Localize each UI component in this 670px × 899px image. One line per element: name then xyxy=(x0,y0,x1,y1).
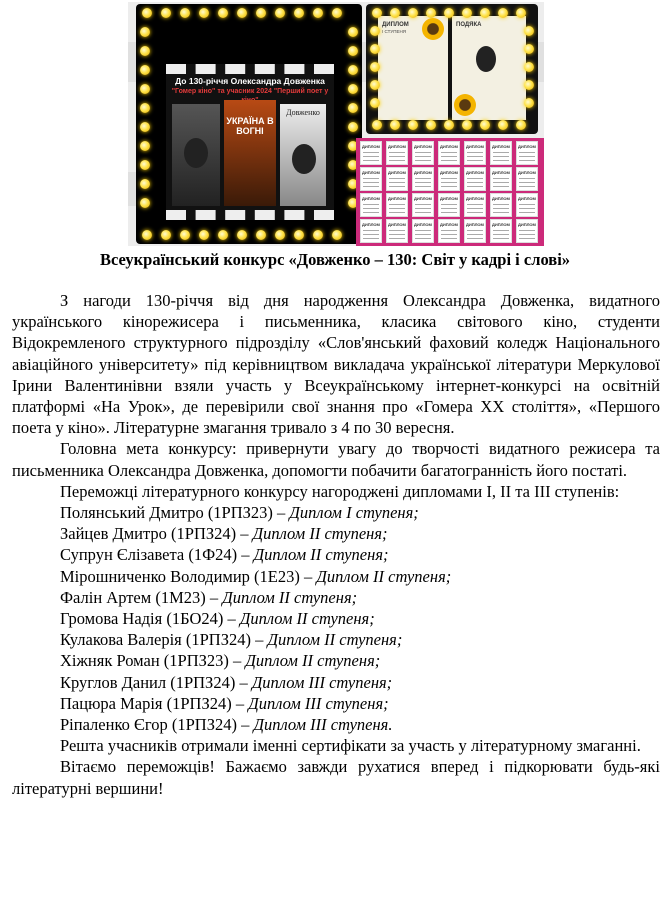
mini-certificate xyxy=(438,219,460,243)
text-line xyxy=(493,212,509,213)
marquee-bulb-icon xyxy=(348,84,358,94)
winner-name: Ріпаленко Єгор (1РПЗ24) – xyxy=(60,715,254,735)
text-line xyxy=(467,186,483,187)
text-line xyxy=(467,234,483,235)
marquee-bulb-icon xyxy=(140,122,150,132)
mini-certificate xyxy=(412,219,434,243)
mini-certificate xyxy=(490,167,512,191)
film-strip xyxy=(166,64,334,220)
text-line xyxy=(389,178,405,179)
mini-certificate-label: ДИПЛОМ xyxy=(414,222,432,227)
marquee-bulb-icon xyxy=(524,80,534,90)
mini-certificates-grid xyxy=(356,138,544,246)
marquee-bulb-icon xyxy=(498,120,508,130)
rest-paragraph: Решта учасників отримали іменні сертифікати за участь у літературному змаганні. xyxy=(60,736,641,756)
marquee-bulb-icon xyxy=(524,44,534,54)
mini-certificate xyxy=(464,141,486,165)
mini-certificate xyxy=(464,193,486,217)
marquee-bulb-icon xyxy=(180,230,190,240)
mini-certificate-label: ДИПЛОМ xyxy=(362,196,380,201)
text-line xyxy=(389,230,405,231)
text-line xyxy=(441,182,457,183)
marquee-bulb-icon xyxy=(516,120,526,130)
marquee-bulb-icon xyxy=(370,44,380,54)
mini-certificate xyxy=(516,167,538,191)
marquee-bulb-icon xyxy=(313,230,323,240)
text-line xyxy=(493,160,509,161)
marquee-bulb-icon xyxy=(237,8,247,18)
article-body xyxy=(12,290,660,799)
closing-paragraph: Вітаємо переможців! Бажаємо завжди рухатися вперед і підкорювати будь-які літературні вершини! xyxy=(12,757,660,798)
marquee-bulb-icon xyxy=(370,26,380,36)
marquee-bulb-icon xyxy=(180,8,190,18)
winner-name: Мірошниченко Володимир (1Е23) – xyxy=(60,566,317,586)
thanks-heading: ПОДЯКА xyxy=(456,22,482,28)
list-item xyxy=(12,714,660,735)
text-line xyxy=(389,204,405,205)
list-item xyxy=(12,587,660,608)
mini-certificate xyxy=(516,219,538,243)
marquee-bulb-icon xyxy=(498,8,508,18)
text-line xyxy=(441,212,457,213)
marquee-bulb-icon xyxy=(372,120,382,130)
marquee-bulb-icon xyxy=(140,27,150,37)
mini-certificate xyxy=(386,141,408,165)
marquee-bulb-icon xyxy=(140,160,150,170)
diploma-degree: I СТУПЕНЯ xyxy=(382,29,406,34)
mini-certificate-label: ДИПЛОМ xyxy=(518,144,536,149)
text-line xyxy=(441,234,457,235)
text-line xyxy=(389,156,405,157)
marquee-bulb-icon xyxy=(370,80,380,90)
marquee-bulb-icon xyxy=(140,198,150,208)
text-line xyxy=(493,238,509,239)
mini-certificate-label: ДИПЛОМ xyxy=(518,196,536,201)
marquee-bulb-icon xyxy=(332,8,342,18)
winner-award: Диплом ІІ ступеня; xyxy=(252,524,388,544)
text-line xyxy=(415,238,431,239)
mini-certificate-label: ДИПЛОМ xyxy=(388,196,406,201)
marquee-bulb-icon xyxy=(370,98,380,108)
text-line xyxy=(467,152,483,153)
text-line xyxy=(493,178,509,179)
text-line xyxy=(389,152,405,153)
text-line xyxy=(467,204,483,205)
mini-certificate xyxy=(360,219,382,243)
winner-award: Диплом ІІІ ступеня; xyxy=(251,672,393,692)
marquee-bulb-icon xyxy=(444,8,454,18)
text-line xyxy=(363,186,379,187)
text-line xyxy=(519,212,535,213)
text-line xyxy=(467,160,483,161)
mini-certificate-label: ДИПЛОМ xyxy=(492,196,510,201)
marquee-bulb-icon xyxy=(524,26,534,36)
marquee-bulb-icon xyxy=(140,46,150,56)
mini-certificate xyxy=(490,219,512,243)
text-line xyxy=(519,186,535,187)
winner-award: Диплом ІІ ступеня; xyxy=(239,609,375,629)
mini-certificate xyxy=(438,167,460,191)
text-line xyxy=(415,182,431,183)
mini-certificate-label: ДИПЛОМ xyxy=(362,170,380,175)
winner-award: Диплом ІІ ступеня; xyxy=(245,651,381,671)
winner-award: Диплом ІІІ ступеня; xyxy=(248,693,389,713)
text-line xyxy=(467,208,483,209)
diploma-heading: ДИПЛОМ xyxy=(382,22,409,28)
text-line xyxy=(519,204,535,205)
winner-name: Хіжняк Роман (1РПЗ23) – xyxy=(60,651,246,671)
text-line xyxy=(441,156,457,157)
text-line xyxy=(363,182,379,183)
winner-name: Зайцев Дмитро (1РПЗ24) – xyxy=(60,524,253,544)
marquee-bulb-icon xyxy=(390,120,400,130)
text-line xyxy=(519,152,535,153)
diploma-certificate xyxy=(378,16,448,120)
text-line xyxy=(519,178,535,179)
marquee-bulb-icon xyxy=(462,120,472,130)
header-collage xyxy=(128,2,544,246)
text-line xyxy=(415,178,431,179)
marquee-bulb-icon xyxy=(199,230,209,240)
sunflower-icon xyxy=(454,94,476,116)
mini-certificate-label: ДИПЛОМ xyxy=(388,170,406,175)
marquee-bulb-icon xyxy=(218,8,228,18)
mini-certificate-label: ДИПЛОМ xyxy=(440,144,458,149)
text-line xyxy=(415,186,431,187)
text-line xyxy=(519,234,535,235)
marquee-bulb-icon xyxy=(161,8,171,18)
text-line xyxy=(415,208,431,209)
marquee-bulb-icon xyxy=(348,122,358,132)
marquee-bulb-icon xyxy=(348,103,358,113)
marquee-bulb-icon xyxy=(313,8,323,18)
text-line xyxy=(415,204,431,205)
list-item xyxy=(12,502,660,523)
marquee-bulb-icon xyxy=(140,103,150,113)
film-title: До 130-річчя Олександра Довженка xyxy=(175,76,325,86)
sunflower-icon xyxy=(422,18,444,40)
marquee-bulb-icon xyxy=(480,120,490,130)
mini-certificate-label: ДИПЛОМ xyxy=(466,170,484,175)
list-item xyxy=(12,672,660,693)
text-line xyxy=(389,212,405,213)
text-line xyxy=(519,238,535,239)
marquee-bulb-icon xyxy=(161,230,171,240)
text-line xyxy=(363,152,379,153)
marquee-bulb-icon xyxy=(140,141,150,151)
text-line xyxy=(441,152,457,153)
marquee-bulb-icon xyxy=(142,230,152,240)
winner-award: Диплом І ступеня; xyxy=(289,503,419,523)
marquee-bulb-icon xyxy=(370,62,380,72)
marquee-bulb-icon xyxy=(348,65,358,75)
mini-certificate-label: ДИПЛОМ xyxy=(362,222,380,227)
mini-certificate xyxy=(438,141,460,165)
marquee-bulb-icon xyxy=(294,8,304,18)
text-line xyxy=(363,156,379,157)
list-item xyxy=(12,629,660,650)
list-item xyxy=(12,544,660,565)
text-line xyxy=(363,212,379,213)
marquee-bulb-icon xyxy=(408,120,418,130)
mini-certificate-label: ДИПЛОМ xyxy=(414,196,432,201)
marquee-bulb-icon xyxy=(390,8,400,18)
marquee-bulb-icon xyxy=(199,8,209,18)
marquee-bulb-icon xyxy=(140,84,150,94)
text-line xyxy=(363,160,379,161)
marquee-bulb-icon xyxy=(462,8,472,18)
mini-certificate xyxy=(412,193,434,217)
winner-name: Фалін Артем (1М23) – xyxy=(60,587,223,607)
mini-certificate-label: ДИПЛОМ xyxy=(466,144,484,149)
text-line xyxy=(363,204,379,205)
text-line xyxy=(389,208,405,209)
list-item xyxy=(12,608,660,629)
mini-certificate-label: ДИПЛОМ xyxy=(440,222,458,227)
book-cover xyxy=(224,100,276,206)
text-line xyxy=(389,182,405,183)
mini-certificate xyxy=(386,219,408,243)
text-line xyxy=(415,152,431,153)
text-line xyxy=(415,230,431,231)
marquee-bulb-icon xyxy=(332,230,342,240)
mini-certificate-label: ДИПЛОМ xyxy=(414,144,432,149)
winner-name: Супрун Єлізавета (1Ф24) – xyxy=(60,545,254,565)
text-line xyxy=(467,212,483,213)
mini-certificate-label: ДИПЛОМ xyxy=(518,170,536,175)
text-line xyxy=(493,234,509,235)
marquee-bulb-icon xyxy=(140,65,150,75)
mini-certificate xyxy=(386,167,408,191)
mini-certificate-label: ДИПЛОМ xyxy=(388,144,406,149)
mini-certificate xyxy=(412,141,434,165)
marquee-bulb-icon xyxy=(480,8,490,18)
portrait-face xyxy=(476,46,496,72)
winner-name: Громова Надія (1БО24) – xyxy=(60,609,240,629)
mini-certificate-label: ДИПЛОМ xyxy=(440,170,458,175)
text-line xyxy=(389,238,405,239)
text-line xyxy=(441,238,457,239)
marquee-bulb-icon xyxy=(218,230,228,240)
marquee-bulb-icon xyxy=(294,230,304,240)
marquee-bulb-icon xyxy=(426,8,436,18)
text-line xyxy=(519,160,535,161)
mini-certificate-label: ДИПЛОМ xyxy=(440,196,458,201)
marquee-bulb-icon xyxy=(516,8,526,18)
mini-certificate xyxy=(516,141,538,165)
winner-award: Диплом ІІ ступеня; xyxy=(267,630,403,650)
portrait-photo xyxy=(172,104,220,206)
list-item xyxy=(12,523,660,544)
text-line xyxy=(467,156,483,157)
text-line xyxy=(363,230,379,231)
mini-certificate xyxy=(516,193,538,217)
book-title: УКРАЇНА В ВОГНІ xyxy=(226,116,274,136)
text-line xyxy=(467,230,483,231)
text-line xyxy=(441,208,457,209)
text-line xyxy=(389,186,405,187)
text-line xyxy=(441,204,457,205)
winners-list xyxy=(12,502,660,735)
mini-certificate-label: ДИПЛОМ xyxy=(466,196,484,201)
text-line xyxy=(415,160,431,161)
marquee-bulb-icon xyxy=(348,27,358,37)
text-line xyxy=(415,234,431,235)
mini-certificate xyxy=(360,167,382,191)
list-item xyxy=(12,566,660,587)
mini-certificate xyxy=(412,167,434,191)
marquee-frame xyxy=(136,4,362,244)
text-line xyxy=(363,234,379,235)
text-line xyxy=(493,186,509,187)
text-line xyxy=(519,156,535,157)
text-line xyxy=(363,238,379,239)
book-author: Довженко xyxy=(286,108,320,117)
winner-award: Диплом ІІІ ступеня. xyxy=(253,715,393,735)
text-line xyxy=(493,208,509,209)
list-item xyxy=(12,650,660,671)
text-line xyxy=(389,160,405,161)
text-line xyxy=(493,152,509,153)
marquee-bulb-icon xyxy=(256,230,266,240)
winner-award: Диплом ІІ ступеня; xyxy=(316,566,452,586)
portrait-face xyxy=(292,144,316,174)
text-line xyxy=(467,178,483,179)
marquee-bulb-icon xyxy=(426,120,436,130)
winner-award: Диплом ІІ ступеня; xyxy=(222,587,358,607)
mini-certificate-label: ДИПЛОМ xyxy=(518,222,536,227)
marquee-bulb-icon xyxy=(524,98,534,108)
mini-certificate-label: ДИПЛОМ xyxy=(362,144,380,149)
text-line xyxy=(493,204,509,205)
marquee-bulb-icon xyxy=(142,8,152,18)
winner-award: Диплом ІІ ступеня; xyxy=(253,545,389,565)
winner-name: Пацюра Марія (1РПЗ24) – xyxy=(60,693,249,713)
text-line xyxy=(363,208,379,209)
article-title: Всеукраїнський конкурс «Довженко – 130: Світ у кадрі і слові» xyxy=(99,250,571,269)
certificate-frame xyxy=(366,4,538,134)
marquee-bulb-icon xyxy=(524,62,534,72)
marquee-bulb-icon xyxy=(408,8,418,18)
text-line xyxy=(441,160,457,161)
marquee-bulb-icon xyxy=(372,8,382,18)
mini-certificate xyxy=(386,193,408,217)
text-line xyxy=(441,178,457,179)
text-line xyxy=(519,182,535,183)
marquee-bulb-icon xyxy=(444,120,454,130)
text-line xyxy=(389,234,405,235)
marquee-bulb-icon xyxy=(275,8,285,18)
marquee-bulb-icon xyxy=(237,230,247,240)
mini-certificate xyxy=(464,219,486,243)
marquee-bulb-icon xyxy=(348,46,358,56)
mini-certificate-label: ДИПЛОМ xyxy=(492,170,510,175)
text-line xyxy=(493,156,509,157)
text-line xyxy=(467,238,483,239)
book-cover-dovzhenko xyxy=(280,104,326,206)
winners-intro-paragraph: Переможці літературного конкурсу нагороджені дипломами І, ІІ та ІІІ ступенів: xyxy=(60,481,620,501)
text-line xyxy=(519,208,535,209)
text-line xyxy=(415,212,431,213)
mini-certificate-label: ДИПЛОМ xyxy=(466,222,484,227)
mini-certificate xyxy=(360,141,382,165)
text-line xyxy=(493,182,509,183)
winner-name: Кулакова Валерія (1РПЗ24) – xyxy=(60,630,268,650)
goal-paragraph: Головна мета конкурсу: привернути увагу до творчості видатного режисера та письменника Олександра Довженка, допомогти побачити багатогранність його постаті. xyxy=(12,439,660,480)
marquee-bulb-icon xyxy=(275,230,285,240)
thanks-certificate xyxy=(452,16,526,120)
mini-certificate xyxy=(490,141,512,165)
text-line xyxy=(363,178,379,179)
text-line xyxy=(467,182,483,183)
mini-certificate xyxy=(438,193,460,217)
mini-certificate-label: ДИПЛОМ xyxy=(414,170,432,175)
list-item xyxy=(12,693,660,714)
intro-paragraph: З нагоди 130-річчя від дня народження Олександра Довженка, видатного українського кінорежисера і письменника, класика світового кіно, студенти Відокремленого структурного підрозділу «Слов'янський фаховий коледж Національного авіаційного університету» під керівництвом викладача української літератури Меркулової Ірини Валентинівни взяли участь у Всеукраїнському інтернет-конкурсі на освітній платформі «На Урок», де перевірили свої знання про «Гомера ХХ століття», «Першого поета у кіно». Літературне змагання тривало з 4 по 30 вересня. xyxy=(12,291,660,438)
mini-certificate-label: ДИПЛОМ xyxy=(492,222,510,227)
text-line xyxy=(415,156,431,157)
mini-certificate-label: ДИПЛОМ xyxy=(492,144,510,149)
winner-name: Полянський Дмитро (1РПЗ23) – xyxy=(60,503,290,523)
text-line xyxy=(519,230,535,231)
mini-certificate xyxy=(490,193,512,217)
mini-certificate-label: ДИПЛОМ xyxy=(388,222,406,227)
text-line xyxy=(441,186,457,187)
marquee-bulb-icon xyxy=(256,8,266,18)
winner-name: Круглов Данил (1РПЗ24) – xyxy=(60,672,252,692)
film-subtitle: "Гомер кіно" та учасник 2024 "Перший поет у xyxy=(171,88,329,95)
marquee-bulb-icon xyxy=(140,179,150,189)
text-line xyxy=(441,230,457,231)
portrait-face xyxy=(184,138,208,168)
mini-certificate xyxy=(464,167,486,191)
text-line xyxy=(493,230,509,231)
mini-certificate xyxy=(360,193,382,217)
